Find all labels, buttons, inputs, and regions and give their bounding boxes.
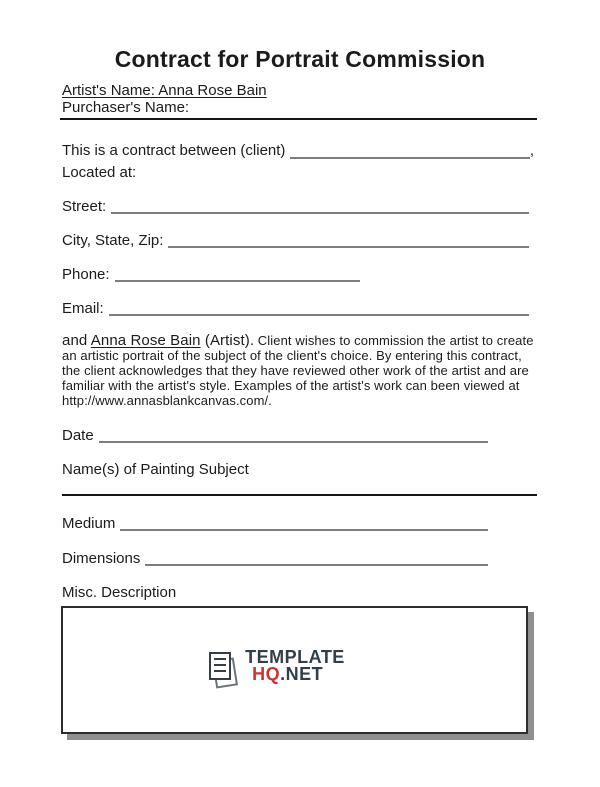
purchaser-name-line (62, 99, 600, 116)
client-name-row (62, 140, 534, 162)
paragraph-lead-prefix: and (62, 332, 91, 349)
email-field-row (62, 299, 529, 319)
medium-blank-line (120, 515, 488, 531)
medium-label: Medium (62, 515, 116, 532)
city-state-zip-label: City, State, Zip: (62, 232, 164, 249)
artist-name-value: Anna Rose Bain (158, 82, 267, 99)
paragraph-lead-suffix: (Artist). (200, 332, 255, 349)
painting-subject-label: Name(s) of Painting Subject (62, 461, 249, 478)
date-blank-line (99, 427, 488, 443)
logo-line1-template: TEMPLATE (245, 647, 345, 667)
artwork-spec-section (62, 514, 529, 601)
dimensions-field-row (62, 549, 529, 569)
client-row-label: This is a contract between (client) (62, 142, 286, 159)
street-field-row (62, 197, 529, 217)
dimensions-blank-line (145, 550, 488, 566)
street-blank-line (111, 198, 529, 214)
purchaser-name-label: Purchaser's Name: (62, 99, 190, 116)
artist-name-line (62, 82, 600, 99)
paragraph-body-text: Client wishes to commission the artist to create an artistic portrait of the subject of the client's choice. By entering this contract, the client acknowledges that they have reviewed other work of the artist and are familiar with the artist's style. Examples of the artist's work can been viewed at http://www.annasblankcanvas.com/. (62, 333, 534, 408)
front-page-shape (209, 652, 231, 680)
medium-field-row (62, 514, 529, 534)
artist-name-label: Artist's Name: (62, 82, 159, 99)
street-label: Street: (62, 198, 107, 215)
city-state-zip-blank-line (168, 232, 529, 248)
misc-description-box (61, 606, 528, 734)
templatehq-logo (208, 649, 345, 691)
phone-field-row (62, 265, 529, 285)
paragraph-artist-name: Anna Rose Bain (90, 332, 201, 349)
logo-line2-hqnet (252, 666, 345, 683)
logo-net-text: .NET (280, 664, 324, 684)
city-state-zip-field-row (62, 231, 529, 251)
date-label: Date (62, 427, 94, 444)
phone-blank-line (115, 266, 360, 282)
commission-paragraph (62, 333, 534, 408)
contact-fields-section (62, 197, 529, 319)
stacked-documents-icon (208, 651, 240, 691)
header-name-lines (62, 82, 600, 116)
email-blank-line (109, 300, 529, 316)
logo-wordmark (245, 649, 345, 683)
document-title: Contract for Portrait Commission (114, 46, 486, 72)
intro-section (62, 140, 534, 184)
date-field-row (62, 426, 529, 446)
dimensions-label: Dimensions (62, 550, 141, 567)
painting-details-section (62, 426, 529, 478)
client-row-comma: , (529, 142, 534, 159)
located-at-label: Located at: (62, 164, 137, 181)
client-name-blank-line (290, 143, 529, 159)
misc-description-label: Misc. Description (62, 584, 177, 601)
email-label: Email: (62, 300, 104, 317)
section-divider-line (62, 494, 537, 496)
logo-hq-text: HQ (252, 664, 281, 684)
phone-label: Phone: (62, 266, 110, 283)
header-divider-line (60, 118, 537, 120)
